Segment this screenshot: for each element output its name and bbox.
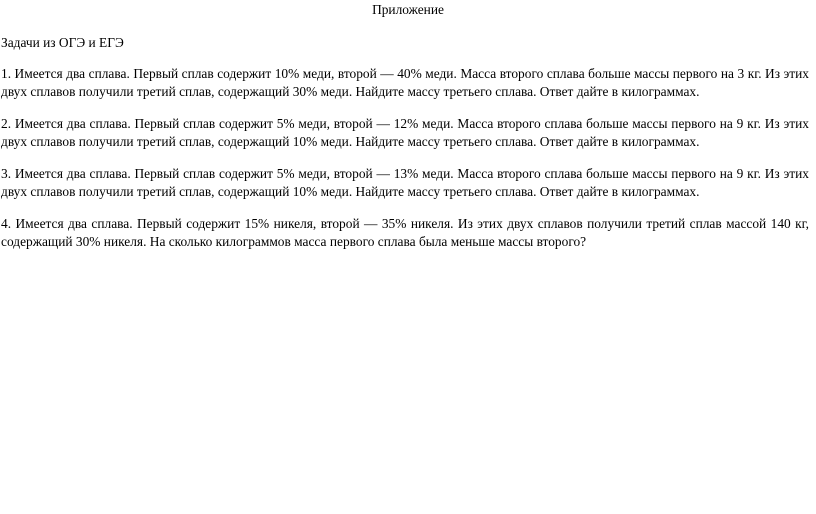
problem-item-1: 1. Имеется два сплава. Первый сплав содержит 10% меди, второй — 40% меди. Масса второго сплава больше массы первого на 3 кг. Из этих двух сплавов получили третий сплав, содержащий 30% меди. Найдите массу третьего сплава. Ответ дайте в килограммах. bbox=[1, 66, 809, 99]
problem-list bbox=[1, 65, 809, 265]
problem-item-4: 4. Имеется два сплава. Первый содержит 15% никеля, второй — 35% никеля. Из этих двух сплавов получили третий сплав массой 140 кг, содержащий 30% никеля. На сколько килограммов масса первого сплава была меньше массы второго? bbox=[1, 216, 809, 249]
section-heading: Задачи из ОГЭ и ЕГЭ bbox=[1, 35, 124, 50]
document-title: Приложение bbox=[372, 2, 444, 17]
problem-item-2: 2. Имеется два сплава. Первый сплав содержит 5% меди, второй — 12% меди. Масса второго сплава больше массы первого на 9 кг. Из этих двух сплавов получили третий сплав, содержащий 10% меди. Найдите массу третьего сплава. Ответ дайте в килограммах. bbox=[1, 116, 809, 149]
problem-item-3: 3. Имеется два сплава. Первый сплав содержит 5% меди, второй — 13% меди. Масса второго сплава больше массы первого на 9 кг. Из этих двух сплавов получили третий сплав, содержащий 10% меди. Найдите массу третьего сплава. Ответ дайте в килограммах. bbox=[1, 166, 809, 199]
